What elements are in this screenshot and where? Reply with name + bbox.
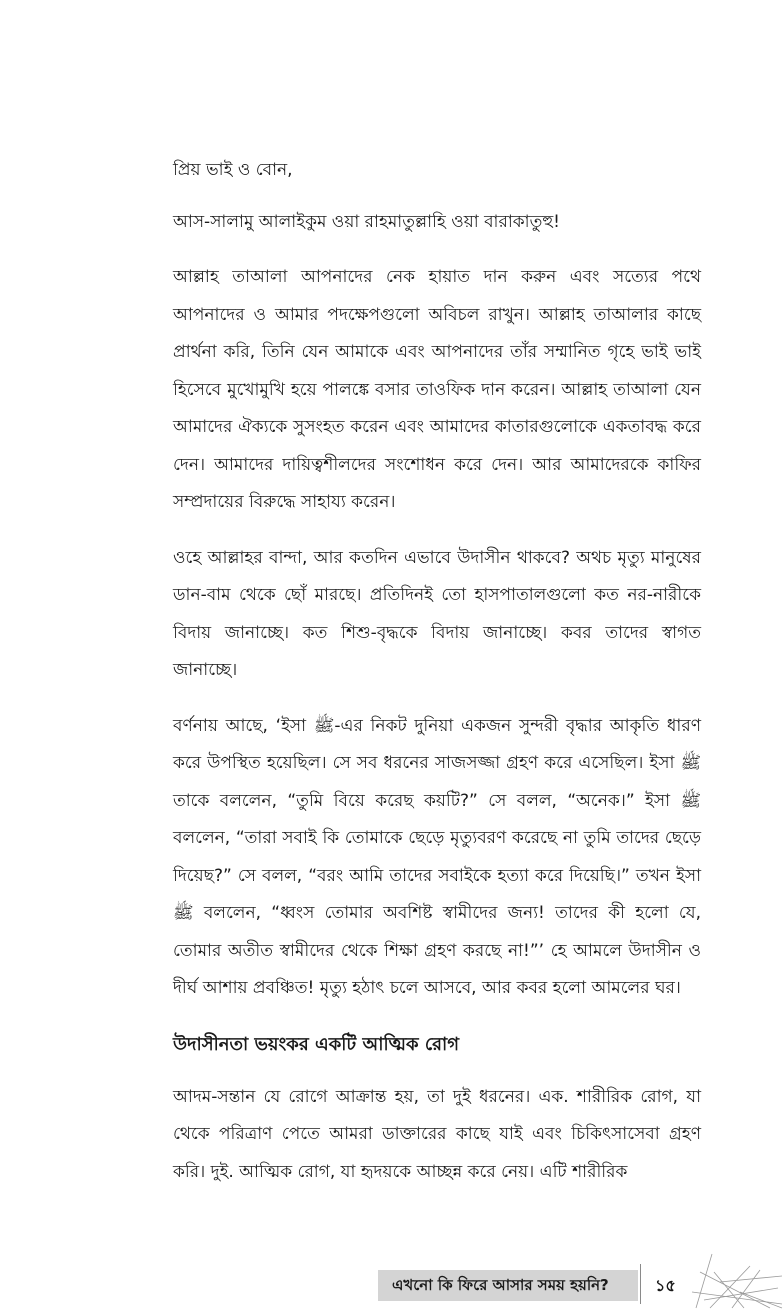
- paragraph-heedlessness: ওহে আল্লাহর বান্দা, আর কতদিন এভাবে উদাসীন থাকবে? অথচ মৃত্যু মানুষের ডান-বাম থেকে ছোঁ মারছে। প্রতিদিনই তো হাসপাতালগুলো কত নর-নারীকে বিদায় জানাচ্ছে। কত শিশু-বৃদ্ধকে বিদায় জানাচ্ছে। কবর তাদের স্বাগত জানাচ্ছে।: [173, 547, 701, 680]
- paragraph-narration: বর্ণনায় আছে, ‘ইসা ﷺ-এর নিকট দুনিয়া একজন সুন্দরী বৃদ্ধার আকৃতি ধারণ করে উপস্থিত হয়েছিল। সে সব ধরনের সাজসজ্জা গ্রহণ করে এসেছিল। ইসা ﷺ তাকে বললেন, “তুমি বিয়ে করেছ কয়টি?” সে বলল, “অনেক।” ইসা ﷺ বললেন, “তারা সবাই কি তোমাকে ছেড়ে মৃত্যুবরণ করেছে না তুমি তাদের ছেড়ে দিয়েছ?” সে বলল, “বরং আমি তাদের সবাইকে হত্যা করে দিয়েছি।” তখন ইসা ﷺ বললেন, “ধ্বংস তোমার অবশিষ্ট স্বামীদের জন্য! তাদের কী হলো যে, তোমার অতীত স্বামীদের থেকে শিক্ষা গ্রহণ করছে না!”’ হে আমলে উদাসীন ও দীর্ঘ আশায় প্রবঞ্চিত! মৃত্যু হঠাৎ চলে আসবে, আর কবর হলো আমলের ঘর।: [173, 715, 701, 998]
- footer-divider: [640, 1264, 641, 1304]
- corner-decoration-icon: [690, 1252, 784, 1309]
- page-content: [173, 152, 701, 1209]
- salutation: প্রিয় ভাই ও বোন,: [173, 160, 293, 180]
- greeting: আস-সালামু আলাইকুম ওয়া রাহমাতুল্লাহি ওয়া বারাকাতুহু!: [173, 211, 560, 232]
- paragraph-diseases: আদম-সন্তান যে রোগে আক্রান্ত হয়, তা দুই ধরনের। এক. শারীরিক রোগ, যা থেকে পরিত্রাণ পেতে আমরা ডাক্তারের কাছে যাই এবং চিকিৎসাসেবা গ্রহণ করি। দুই. আত্মিক রোগ, যা হৃদয়কে আচ্ছন্ন করে নেয়। এটি শারীরিক: [173, 1086, 701, 1182]
- page-number: ১৫: [655, 1276, 676, 1295]
- section-heading: উদাসীনতা ভয়ংকর একটি আত্মিক রোগ: [173, 1033, 460, 1055]
- paragraph-prayer: আল্লাহ তাআলা আপনাদের নেক হায়াত দান করুন এবং সত্যের পথে আপনাদের ও আমার পদক্ষেপগুলো অবিচল রাখুন। আল্লাহ তাআলার কাছে প্রার্থনা করি, তিনি যেন আমাকে এবং আপনাদের তাঁর সম্মানিত গৃহে ভাই ভাই হিসেবে মুখোমুখি হয়ে পালঙ্কে বসার তাওফিক দান করেন। আল্লাহ তাআলা যেন আমাদের ঐক্যকে সুসংহত করেন এবং আমাদের কাতারগুলোকে একতাবদ্ধ করে দেন। আমাদের দায়িত্বশীলদের সংশোধন করে দেন। আর আমাদেরকে কাফির সম্প্রদায়ের বিরুদ্ধে সাহায্য করেন।: [173, 267, 701, 512]
- footer-book-title: এখনো কি ফিরে আসার সময় হয়নি?: [392, 1276, 609, 1294]
